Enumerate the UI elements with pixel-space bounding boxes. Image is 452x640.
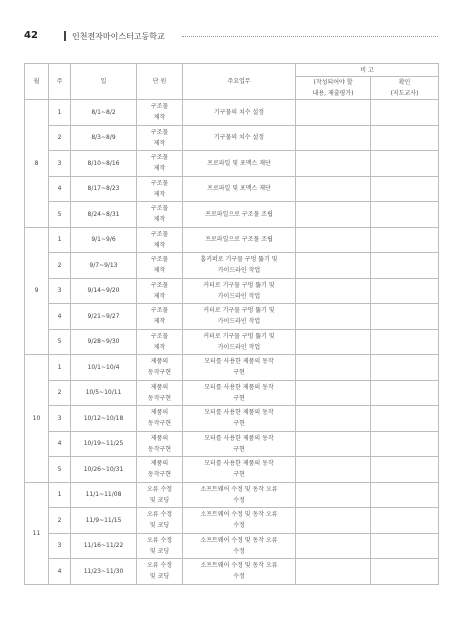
unit-cell: 구조물 제작	[137, 253, 183, 279]
table-row	[25, 227, 439, 253]
remarks-confirm-cell	[371, 380, 439, 406]
unit-cell: 구조물 제작	[137, 329, 183, 355]
unit-cell: 구조물 제작	[137, 202, 183, 228]
remarks-confirm-cell	[371, 151, 439, 177]
month-cell: 10	[25, 355, 49, 483]
date-cell: 9/7~9/13	[71, 253, 137, 279]
unit-cell: 구조물 제작	[137, 278, 183, 304]
header-unit: 단 원	[137, 64, 183, 100]
remarks-content-cell	[296, 431, 371, 457]
task-cell: 프로파일 및 포맥스 재단	[183, 151, 296, 177]
week-cell: 3	[49, 278, 71, 304]
unit-cell: 오류 수정 및 코딩	[137, 533, 183, 559]
week-cell: 2	[49, 508, 71, 534]
remarks-content-cell	[296, 253, 371, 279]
date-cell: 9/1~9/6	[71, 227, 137, 253]
table-row	[25, 533, 439, 559]
page-number: 42	[24, 30, 38, 41]
table-row	[25, 431, 439, 457]
date-cell: 10/12~10/18	[71, 406, 137, 432]
week-cell: 5	[49, 202, 71, 228]
remarks-content-cell	[296, 482, 371, 508]
unit-cell: 구조물 제작	[137, 304, 183, 330]
date-cell: 9/14~9/20	[71, 278, 137, 304]
unit-cell: 구조물 제작	[137, 125, 183, 151]
date-cell: 9/21~9/27	[71, 304, 137, 330]
date-cell: 11/1~11/08	[71, 482, 137, 508]
remarks-confirm-cell	[371, 508, 439, 534]
table-row	[25, 278, 439, 304]
remarks-confirm-cell	[371, 304, 439, 330]
date-cell: 10/19~11/25	[71, 431, 137, 457]
task-cell: 프로파일으로 구조물 조립	[183, 202, 296, 228]
date-cell: 10/26~10/31	[71, 457, 137, 483]
date-cell: 8/3~8/9	[71, 125, 137, 151]
remarks-content-cell	[296, 202, 371, 228]
remarks-confirm-cell	[371, 202, 439, 228]
week-cell: 4	[49, 559, 71, 585]
task-cell: 기구물의 치수 설정	[183, 125, 296, 151]
table-row	[25, 304, 439, 330]
remarks-confirm-cell	[371, 355, 439, 381]
week-cell: 3	[49, 533, 71, 559]
month-cell: 11	[25, 482, 49, 584]
task-cell: 소프트웨어 수정 및 동작 오류 수정	[183, 559, 296, 585]
remarks-confirm-cell	[371, 278, 439, 304]
date-cell: 10/1~10/4	[71, 355, 137, 381]
week-cell: 2	[49, 125, 71, 151]
week-cell: 1	[49, 227, 71, 253]
task-cell: 프로파일으로 구조물 조립	[183, 227, 296, 253]
date-cell: 11/23~11/30	[71, 559, 137, 585]
unit-cell: 오류 수정 및 코딩	[137, 559, 183, 585]
week-cell: 3	[49, 406, 71, 432]
remarks-confirm-cell	[371, 125, 439, 151]
task-cell: 소프트웨어 수정 및 동작 오류 수정	[183, 482, 296, 508]
remarks-content-cell	[296, 508, 371, 534]
task-cell: 홈키퍼로 기구물 구멍 뚫기 및 가이드라인 작업	[183, 253, 296, 279]
header-divider	[64, 31, 66, 41]
school-name: 인천전자마이스터고등학교	[72, 32, 165, 41]
task-cell: 커터로 기구물 구멍 뚫기 및 가이드라인 작업	[183, 304, 296, 330]
table-row	[25, 406, 439, 432]
table-row	[25, 151, 439, 177]
schedule-table-body	[25, 100, 439, 585]
unit-cell: 제품의 동작구현	[137, 406, 183, 432]
remarks-content-cell	[296, 227, 371, 253]
table-row	[25, 380, 439, 406]
week-cell: 1	[49, 355, 71, 381]
week-cell: 5	[49, 329, 71, 355]
remarks-confirm-cell	[371, 329, 439, 355]
date-cell: 8/10~8/16	[71, 151, 137, 177]
remarks-confirm-cell	[371, 457, 439, 483]
remarks-content-cell	[296, 533, 371, 559]
unit-cell: 제품의 동작구현	[137, 457, 183, 483]
week-cell: 1	[49, 482, 71, 508]
date-cell: 11/9~11/15	[71, 508, 137, 534]
unit-cell: 제품의 동작구현	[137, 380, 183, 406]
remarks-confirm-cell	[371, 482, 439, 508]
remarks-content-cell	[296, 559, 371, 585]
week-cell: 4	[49, 304, 71, 330]
table-row	[25, 100, 439, 126]
table-row	[25, 125, 439, 151]
week-cell: 4	[49, 176, 71, 202]
remarks-confirm-cell	[371, 533, 439, 559]
date-cell: 11/16~11/22	[71, 533, 137, 559]
remarks-content-cell	[296, 304, 371, 330]
remarks-content-cell	[296, 329, 371, 355]
date-cell: 9/28~9/30	[71, 329, 137, 355]
task-cell: 커터로 기구물 구멍 뚫기 및 가이드라인 작업	[183, 329, 296, 355]
remarks-confirm-cell	[371, 559, 439, 585]
date-cell: 8/1~8/2	[71, 100, 137, 126]
table-row	[25, 253, 439, 279]
unit-cell: 구조물 제작	[137, 176, 183, 202]
task-cell: 모터를 사용한 제품의 동작 구현	[183, 457, 296, 483]
unit-cell: 제품의 동작구현	[137, 431, 183, 457]
remarks-content-cell	[296, 457, 371, 483]
task-cell: 소프트웨어 수정 및 동작 오류 수정	[183, 508, 296, 534]
table-row	[25, 355, 439, 381]
unit-cell: 제품의 동작구현	[137, 355, 183, 381]
date-cell: 8/17~8/23	[71, 176, 137, 202]
unit-cell: 구조물 제작	[137, 227, 183, 253]
task-cell: 모터를 사용한 제품의 동작 구현	[183, 380, 296, 406]
remarks-content-cell	[296, 355, 371, 381]
table-row	[25, 457, 439, 483]
remarks-confirm-cell	[371, 431, 439, 457]
date-cell: 10/5~10/11	[71, 380, 137, 406]
unit-cell: 구조물 제작	[137, 100, 183, 126]
task-cell: 프로파일 및 포맥스 재단	[183, 176, 296, 202]
header-week: 주	[49, 64, 71, 100]
week-cell: 2	[49, 253, 71, 279]
table-row	[25, 329, 439, 355]
header-month: 월	[25, 64, 49, 100]
remarks-content-cell	[296, 176, 371, 202]
remarks-confirm-cell	[371, 100, 439, 126]
remarks-confirm-cell	[371, 406, 439, 432]
header-remarks-content: (작성되어야 할 내용, 제출평가)	[296, 77, 371, 100]
header-dotted-rule	[182, 36, 438, 37]
task-cell: 커터로 기구물 구멍 뚫기 및 가이드라인 작업	[183, 278, 296, 304]
table-row	[25, 202, 439, 228]
unit-cell: 구조물 제작	[137, 151, 183, 177]
page-header	[24, 30, 438, 44]
remarks-content-cell	[296, 100, 371, 126]
unit-cell: 오류 수정 및 코딩	[137, 508, 183, 534]
header-remarks: 비 고	[296, 64, 439, 77]
date-cell: 8/24~8/31	[71, 202, 137, 228]
header-task: 주요업무	[183, 64, 296, 100]
remarks-content-cell	[296, 380, 371, 406]
task-cell: 모터를 사용한 제품의 동작 구현	[183, 355, 296, 381]
remarks-content-cell	[296, 125, 371, 151]
remarks-content-cell	[296, 151, 371, 177]
week-cell: 1	[49, 100, 71, 126]
table-row	[25, 508, 439, 534]
month-cell: 9	[25, 227, 49, 355]
task-cell: 모터를 사용한 제품의 동작 구현	[183, 406, 296, 432]
header-date: 일	[71, 64, 137, 100]
remarks-confirm-cell	[371, 253, 439, 279]
week-cell: 5	[49, 457, 71, 483]
table-row	[25, 482, 439, 508]
task-cell: 소프트웨어 수정 및 동작 오류 수정	[183, 533, 296, 559]
remarks-content-cell	[296, 406, 371, 432]
task-cell: 기구물의 치수 설정	[183, 100, 296, 126]
month-cell: 8	[25, 100, 49, 228]
table-row	[25, 176, 439, 202]
schedule-table-header	[25, 64, 439, 100]
week-cell: 2	[49, 380, 71, 406]
schedule-table	[24, 63, 439, 585]
week-cell: 3	[49, 151, 71, 177]
header-remarks-confirm: 확인 (지도교사)	[371, 77, 439, 100]
remarks-confirm-cell	[371, 176, 439, 202]
week-cell: 4	[49, 431, 71, 457]
unit-cell: 오류 수정 및 코딩	[137, 482, 183, 508]
remarks-content-cell	[296, 278, 371, 304]
table-row	[25, 559, 439, 585]
task-cell: 모터를 사용한 제품의 동작 구현	[183, 431, 296, 457]
remarks-confirm-cell	[371, 227, 439, 253]
